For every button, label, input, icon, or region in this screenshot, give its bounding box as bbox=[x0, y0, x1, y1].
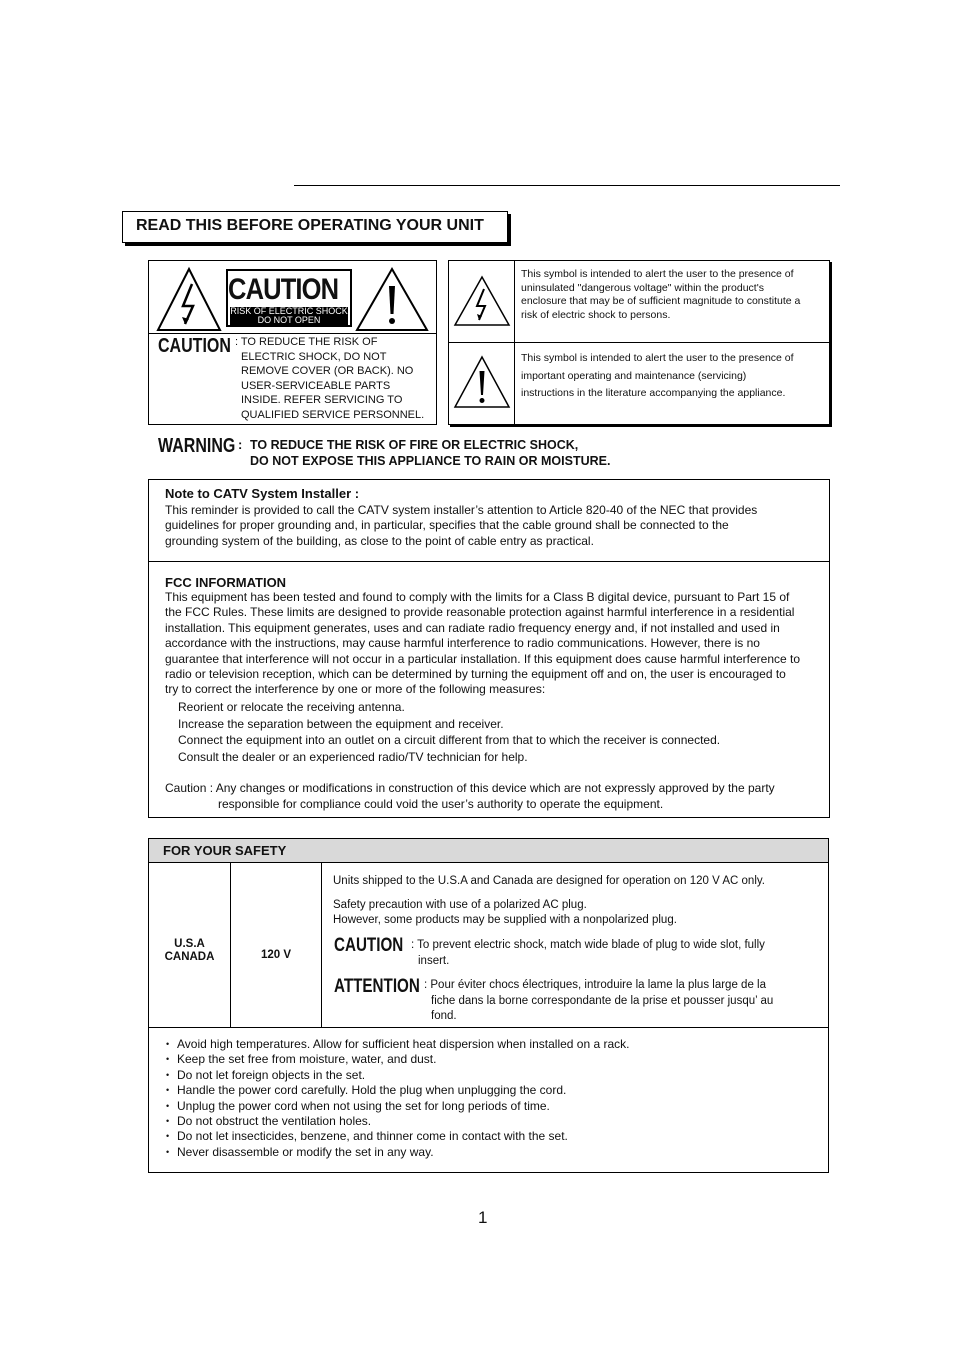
notice-box bbox=[148, 479, 830, 818]
plate-line: DO NOT OPEN bbox=[257, 315, 321, 325]
catv-line: This reminder is provided to call the CATV system installer’s attention to Article 820-40 of the NEC that provides bbox=[165, 503, 758, 517]
catv-line: grounding system of the building, as close to the point of cable entry as practical. bbox=[165, 533, 594, 548]
attention-text bbox=[424, 978, 826, 1025]
symbol-line: instructions in the literature accompanying the appliance. bbox=[521, 387, 786, 399]
caution-label-box bbox=[148, 260, 437, 425]
symbol-line: important operating and maintenance (servicing) bbox=[521, 369, 747, 382]
warning-colon: : bbox=[238, 437, 243, 452]
caution-text bbox=[235, 335, 435, 422]
list-item: Consult the dealer or an experienced radio/TV technician for help. bbox=[178, 750, 528, 765]
list-item: • Do not obstruct the ventilation holes. bbox=[166, 1114, 629, 1129]
divider bbox=[321, 863, 322, 1027]
region-line: U.S.A bbox=[174, 938, 205, 950]
caution-heading: CAUTION bbox=[334, 935, 404, 956]
caution-plug-text bbox=[411, 938, 826, 969]
caution-line: QUALIFIED SERVICE PERSONNEL. bbox=[241, 408, 425, 421]
caution-line: INSIDE. REFER SERVICING TO bbox=[241, 394, 403, 406]
divider bbox=[230, 863, 231, 1027]
voltage-symbol-text bbox=[521, 268, 823, 322]
section-header bbox=[122, 211, 508, 243]
safety-box bbox=[148, 838, 829, 1173]
fcc-caution bbox=[165, 780, 800, 812]
caution-graphic bbox=[149, 261, 436, 334]
fcc-line: radio or television reception, which can be determined by turning the equipment off and on, the user is encouraged to bbox=[165, 667, 786, 682]
list-item: • Keep the set free from moisture, water, and dust. bbox=[166, 1052, 629, 1067]
catv-section bbox=[165, 486, 757, 549]
voltage-cell: 120 V bbox=[260, 949, 292, 961]
polarized-text bbox=[333, 898, 823, 929]
fcc-line: guarantee that interference will not occur in a particular installation. If this equipment does cause harmful interference to bbox=[165, 651, 801, 666]
symbol-line: This symbol is intended to alert the user to the presence of bbox=[521, 268, 794, 280]
list-item: • Avoid high temperatures. Allow for sufficient heat dispersion when installed on a rack. bbox=[166, 1037, 629, 1052]
attention-heading: ATTENTION bbox=[334, 976, 420, 997]
warning-heading: WARNING bbox=[158, 435, 236, 457]
catv-body bbox=[165, 503, 757, 549]
caution-line: : TO REDUCE THE RISK OF bbox=[235, 336, 378, 348]
caution-line: REMOVE COVER (OR BACK). NO bbox=[241, 365, 414, 377]
safety-bullet-list bbox=[166, 1037, 629, 1160]
attention-line: fond. bbox=[431, 1010, 457, 1022]
plate-line: RISK OF ELECTRIC SHOCK bbox=[230, 306, 348, 316]
symbol-line: enclosure that may be of sufficient magnitude to constitute a bbox=[521, 295, 801, 307]
divider bbox=[149, 1027, 828, 1028]
list-item: • Do not let insecticides, benzene, and thinner come in contact with the set. bbox=[166, 1129, 629, 1144]
warning-line: DO NOT EXPOSE THIS APPLIANCE TO RAIN OR MOISTURE. bbox=[250, 454, 611, 468]
caution-plate bbox=[226, 269, 352, 327]
safety-header bbox=[149, 839, 828, 863]
list-item: • Unplug the power cord when not using the set for long periods of time. bbox=[166, 1099, 629, 1114]
exclamation-triangle-icon bbox=[353, 264, 431, 334]
fcc-line: installation. This equipment generates, uses and can radiate radio frequency energy and, if not installed and used in bbox=[165, 620, 780, 635]
exclamation-symbol-text bbox=[521, 350, 823, 403]
caution-line: ELECTRIC SHOCK, DO NOT bbox=[241, 350, 387, 363]
fcc-line: accordance with the instructions, may cause harmful interference to radio communications. However, there is no bbox=[165, 636, 760, 651]
plate-warning bbox=[230, 307, 348, 325]
attention-line: fiche dans la borne correspondante de la prise et pousser jusqu’ au bbox=[431, 994, 774, 1007]
safety-details bbox=[333, 874, 823, 929]
caution-plug-line: insert. bbox=[418, 954, 450, 967]
header-title: READ THIS BEFORE OPERATING YOUR UNIT bbox=[136, 217, 484, 234]
fcc-line: try to correct the interference by one or more of the following measures: bbox=[165, 682, 546, 697]
symbol-explanation-box bbox=[448, 260, 830, 425]
catv-title: Note to CATV System Installer : bbox=[165, 486, 360, 501]
caution-heading: CAUTION bbox=[158, 335, 231, 357]
list-item: Connect the equipment into an outlet on a circuit different from that to which the receiver is connected. bbox=[178, 733, 721, 748]
polarized-line: Safety precaution with use of a polarized AC plug. bbox=[333, 898, 587, 911]
catv-line: guidelines for proper grounding and, in particular, specifies that the cable ground shall be connected to the bbox=[165, 518, 729, 533]
list-item: • Handle the power cord carefully. Hold the plug when unplugging the cord. bbox=[166, 1083, 629, 1098]
symbol-line: This symbol is intended to alert the user to the presence of bbox=[521, 352, 794, 364]
region-line: CANADA bbox=[164, 951, 215, 963]
lightning-triangle-icon bbox=[452, 273, 512, 329]
region-cell bbox=[149, 938, 230, 964]
exclamation-triangle-icon bbox=[452, 353, 512, 413]
polarized-line: However, some products may be supplied with a nonpolarized plug. bbox=[333, 914, 677, 926]
divider bbox=[449, 342, 829, 343]
fcc-line: the FCC Rules. These limits are designed to provide reasonable protection against harmful interference in a residential bbox=[165, 605, 795, 620]
lightning-triangle-icon bbox=[154, 264, 224, 334]
fcc-title: FCC INFORMATION bbox=[165, 575, 287, 590]
divider bbox=[149, 561, 829, 562]
warning-text bbox=[250, 437, 610, 469]
top-rule bbox=[294, 185, 840, 186]
attention-line: : Pour éviter chocs électriques, introduire la lame la plus large de la bbox=[424, 979, 766, 991]
fcc-caution-line: Caution : Any changes or modifications in construction of this device which are not expressly approved by the party bbox=[165, 781, 775, 796]
caution-plug-line: : To prevent electric shock, match wide blade of plug to wide slot, fully bbox=[411, 939, 765, 951]
fcc-measures bbox=[165, 699, 800, 766]
fcc-caution-line: responsible for compliance could void the user’s authority to operate the equipment. bbox=[218, 797, 664, 812]
safety-title: FOR YOUR SAFETY bbox=[163, 843, 287, 858]
fcc-line: This equipment has been tested and found to comply with the limits for a Class B digital device, pursuant to Part 15 of bbox=[165, 590, 790, 604]
symbol-line: uninsulated "dangerous voltage" within the product's bbox=[521, 281, 764, 294]
plate-title: CAUTION bbox=[228, 273, 339, 306]
symbol-line: risk of electric shock to persons. bbox=[521, 308, 671, 321]
list-item: • Do not let foreign objects in the set. bbox=[166, 1068, 629, 1083]
page-number: 1 bbox=[478, 1208, 488, 1227]
list-item: Increase the separation between the equipment and receiver. bbox=[178, 716, 504, 731]
caution-line: USER-SERVICEABLE PARTS bbox=[241, 379, 391, 392]
fcc-section bbox=[165, 575, 800, 812]
list-item: • Never disassemble or modify the set in any way. bbox=[166, 1145, 629, 1160]
fcc-body bbox=[165, 590, 800, 698]
warning-line: TO REDUCE THE RISK OF FIRE OR ELECTRIC SHOCK, bbox=[250, 438, 579, 452]
list-item: Reorient or relocate the receiving antenna. bbox=[178, 699, 405, 714]
shipped-text: Units shipped to the U.S.A and Canada are designed for operation on 120 V AC only. bbox=[333, 875, 765, 887]
